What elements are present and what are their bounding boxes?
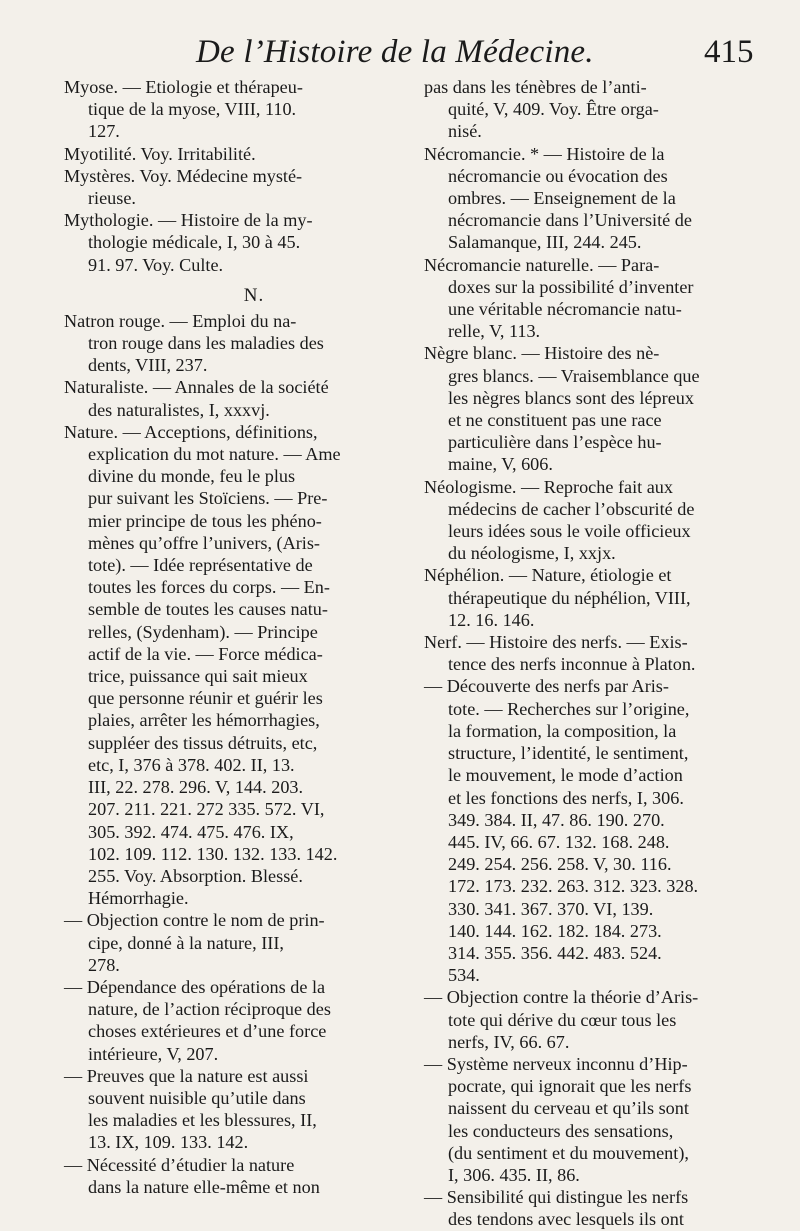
- entry-line: gres blancs. — Vraisemblance que: [448, 365, 700, 386]
- entry-line: — Objection contre la théorie d’Aris-: [424, 987, 699, 1008]
- entry-line: Nature. — Acceptions, définitions,: [64, 421, 318, 442]
- entry-line: — Sensibilité qui distingue les nerfs: [424, 1187, 689, 1208]
- entry-line: ombres. — Enseignement de la: [448, 188, 676, 209]
- entry-line: les maladies et les blessures, II,: [88, 1110, 317, 1131]
- entry-line: III, 22. 278. 296. V, 144. 203.: [88, 777, 304, 798]
- index-entry: [64, 76, 404, 143]
- entry-line: mènes qu’offre l’univers, (Aris-: [88, 532, 320, 553]
- entry-line: — Découverte des nerfs par Aris-: [424, 676, 669, 697]
- entry-line: explication du mot nature. — Ame: [88, 444, 341, 465]
- index-entry: [424, 76, 768, 143]
- entry-line: I, 306. 435. II, 86.: [448, 1164, 580, 1185]
- entry-line: leurs idées sous le voile officieux: [448, 521, 691, 542]
- entry-line: tote. — Recherches sur l’origine,: [448, 698, 690, 719]
- entry-line: nécromancie ou évocation des: [448, 165, 668, 186]
- entry-line: dans la nature elle-même et non: [88, 1176, 320, 1197]
- entry-line: tique de la myose, VIII, 110.: [88, 99, 297, 120]
- entry-line: 91. 97. Voy. Culte.: [88, 254, 224, 275]
- index-entry: [424, 631, 768, 675]
- entry-line: Mystères. Voy. Médecine mysté-: [64, 165, 303, 186]
- entry-line: — Dépendance des opérations de la: [64, 976, 326, 997]
- entry-line: — Système nerveux inconnu d’Hip-: [424, 1053, 688, 1074]
- entry-line: 12. 16. 146.: [448, 609, 535, 630]
- index-entry: [424, 254, 768, 343]
- entry-line: et ne constituent pas une race: [448, 410, 662, 431]
- entry-line: 127.: [88, 121, 120, 142]
- left-entries-after: [64, 310, 404, 1198]
- entry-line: — Preuves que la nature est aussi: [64, 1065, 309, 1086]
- entry-line: tence des nerfs inconnue à Platon.: [448, 654, 696, 675]
- entry-line: pas dans les ténèbres de l’anti-: [424, 77, 647, 97]
- entry-line: souvent nuisible qu’utile dans: [88, 1087, 306, 1108]
- left-column: [64, 76, 404, 1198]
- entry-line: une véritable nécromancie natu-: [448, 299, 682, 320]
- entry-line: suppléer des tissus détruits, etc,: [88, 732, 318, 753]
- entry-line: relles, (Sydenham). — Principe: [88, 621, 318, 642]
- entry-line: 305. 392. 474. 475. 476. IX,: [88, 821, 294, 842]
- entry-line: choses extérieures et d’une force: [88, 1021, 327, 1042]
- index-entry: [64, 143, 404, 165]
- entry-line: des naturalistes, I, xxxvj.: [88, 399, 270, 420]
- entry-line: intérieure, V, 207.: [88, 1043, 219, 1064]
- entry-line: Nègre blanc. — Histoire des nè-: [424, 343, 660, 364]
- entry-line: Natron rouge. — Emploi du na-: [64, 310, 297, 331]
- entry-line: Mythologie. — Histoire de la my-: [64, 210, 313, 231]
- page-header: [0, 30, 800, 76]
- entry-line: tron rouge dans les maladies des: [88, 333, 324, 354]
- entry-line: les conducteurs des sensations,: [448, 1120, 674, 1141]
- index-entry: [424, 564, 768, 631]
- entry-line: 445. IV, 66. 67. 132. 168. 248.: [448, 831, 670, 852]
- entry-line: 249. 254. 256. 258. V, 30. 116.: [448, 854, 672, 875]
- index-entry: [64, 1065, 404, 1154]
- entry-line: plaies, arrêter les hémorrhagies,: [88, 710, 320, 731]
- running-title: De l’Histoire de la Médecine.: [196, 34, 594, 70]
- entry-line: 172. 173. 232. 263. 312. 323. 328.: [448, 876, 699, 897]
- index-entry: [424, 342, 768, 475]
- index-entry: [424, 1186, 768, 1230]
- index-entry: [64, 165, 404, 209]
- index-entry: [64, 209, 404, 276]
- index-entry: [64, 909, 404, 976]
- left-entries-before: [64, 76, 404, 276]
- right-column: [424, 76, 768, 1231]
- index-entry: [424, 675, 768, 986]
- index-entry: [424, 986, 768, 1053]
- index-entry: [424, 476, 768, 565]
- entry-line: les nègres blancs sont des lépreux: [448, 387, 694, 408]
- entry-line: (du sentiment et du mouvement),: [448, 1142, 689, 1163]
- index-entry: [64, 310, 404, 377]
- entry-line: pocrate, qui ignorait que les nerfs: [448, 1076, 692, 1097]
- entry-line: — Objection contre le nom de prin-: [64, 910, 325, 931]
- entry-line: 13. IX, 109. 133. 142.: [88, 1132, 249, 1153]
- right-entries: [424, 76, 768, 1231]
- entry-line: semble de toutes les causes natu-: [88, 599, 328, 620]
- entry-line: etc, I, 376 à 378. 402. II, 13.: [88, 754, 295, 775]
- entry-line: Naturaliste. — Annales de la société: [64, 377, 329, 398]
- entry-line: nature, de l’action réciproque des: [88, 999, 331, 1020]
- index-entry: [64, 376, 404, 420]
- entry-line: dents, VIII, 237.: [88, 355, 208, 376]
- entry-line: du néologisme, I, xxjx.: [448, 543, 616, 564]
- entry-line: nécromancie dans l’Université de: [448, 210, 692, 231]
- entry-line: thérapeutique du néphélion, VIII,: [448, 587, 691, 608]
- entry-line: nerfs, IV, 66. 67.: [448, 1031, 570, 1052]
- entry-line: thologie médicale, I, 30 à 45.: [88, 232, 301, 253]
- entry-line: tote). — Idée représentative de: [88, 555, 313, 576]
- entry-line: Nerf. — Histoire des nerfs. — Exis-: [424, 632, 688, 653]
- page-number: 415: [704, 34, 754, 70]
- entry-line: des tendons avec lesquels ils ont: [448, 1209, 684, 1230]
- entry-line: toutes les forces du corps. — En-: [88, 577, 330, 598]
- entry-line: quité, V, 409. Voy. Être orga-: [448, 99, 659, 120]
- entry-line: cipe, donné à la nature, III,: [88, 932, 284, 953]
- index-entry: [64, 976, 404, 1065]
- entry-line: actif de la vie. — Force médica-: [88, 643, 323, 664]
- entry-line: 140. 144. 162. 182. 184. 273.: [448, 920, 662, 941]
- entry-line: particulière dans l’espèce hu-: [448, 432, 662, 453]
- entry-line: Salamanque, III, 244. 245.: [448, 232, 642, 253]
- entry-line: la formation, la composition, la: [448, 720, 677, 741]
- entry-line: 349. 384. II, 47. 86. 190. 270.: [448, 809, 665, 830]
- entry-line: Néologisme. — Reproche fait aux: [424, 476, 673, 497]
- index-entry: [424, 143, 768, 254]
- entry-line: 278.: [88, 954, 120, 975]
- entry-line: rieuse.: [88, 188, 136, 209]
- entry-line: médecins de cacher l’obscurité de: [448, 498, 695, 519]
- entry-line: 534.: [448, 965, 480, 986]
- entry-line: que personne réunir et guérir les: [88, 688, 323, 709]
- entry-line: Myose. — Etiologie et thérapeu-: [64, 77, 303, 97]
- index-entry: [424, 1053, 768, 1186]
- entry-line: 102. 109. 112. 130. 132. 133. 142.: [88, 843, 338, 864]
- entry-line: tote qui dérive du cœur tous les: [448, 1009, 677, 1030]
- entry-line: relle, V, 113.: [448, 321, 541, 342]
- entry-line: le mouvement, le mode d’action: [448, 765, 683, 786]
- section-heading: N.: [243, 284, 265, 306]
- index-entry: [64, 421, 404, 909]
- entry-line: Myotilité. Voy. Irritabilité.: [64, 143, 256, 164]
- entry-line: naissent du cerveau et qu’ils sont: [448, 1098, 689, 1119]
- entry-line: et les fonctions des nerfs, I, 306.: [448, 787, 684, 808]
- entry-line: 207. 211. 221. 272 335. 572. VI,: [88, 799, 325, 820]
- entry-line: 330. 341. 367. 370. VI, 139.: [448, 898, 654, 919]
- entry-line: Hémorrhagie.: [88, 888, 189, 909]
- entry-line: pur suivant les Stoïciens. — Pre-: [88, 488, 328, 509]
- entry-line: nisé.: [448, 121, 482, 142]
- entry-line: Nécromancie naturelle. — Para-: [424, 254, 660, 275]
- entry-line: Nécromancie. * — Histoire de la: [424, 143, 665, 164]
- entry-line: doxes sur la possibilité d’inventer: [448, 276, 694, 297]
- index-entry: [64, 1154, 404, 1198]
- entry-line: 255. Voy. Absorption. Blessé.: [88, 865, 303, 886]
- entry-line: 314. 355. 356. 442. 483. 524.: [448, 942, 662, 963]
- entry-line: maine, V, 606.: [448, 454, 553, 475]
- entry-line: trice, puissance qui sait mieux: [88, 666, 308, 687]
- entry-line: — Nécessité d’étudier la nature: [64, 1154, 295, 1175]
- entry-line: structure, l’identité, le sentiment,: [448, 743, 689, 764]
- entry-line: mier principe de tous les phéno-: [88, 510, 322, 531]
- entry-line: divine du monde, feu le plus: [88, 466, 296, 487]
- entry-line: Néphélion. — Nature, étiologie et: [424, 565, 672, 586]
